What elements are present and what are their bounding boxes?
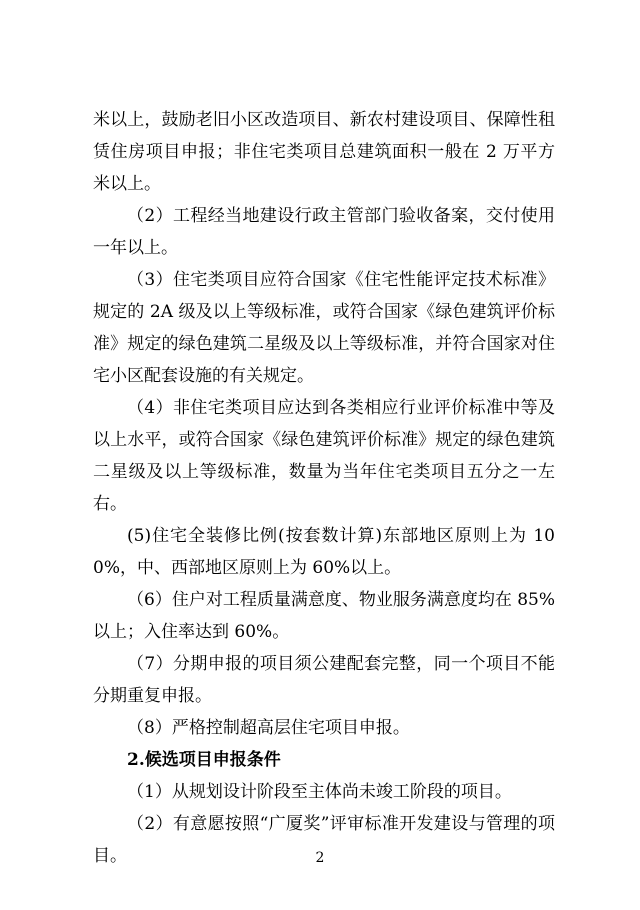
document-body: [93, 104, 555, 872]
paragraph-item-4: （4）非住宅类项目应达到各类相应行业评价标准中等及以上水平，或符合国家《绿色建筑评价标准》规定的绿色建筑二星级及以上等级标准，数量为当年住宅类项目五分之一左右。: [93, 398, 555, 514]
paragraph-candidate-1: （1）从规划设计阶段至主体尚未竣工阶段的项目。: [127, 782, 512, 802]
section-heading: 2.候选项目申报条件: [127, 750, 281, 770]
paragraph-candidate-2: （2）有意愿按照“广厦奖”评审标准开发建设与管理的项目。: [93, 814, 555, 866]
paragraph-item-6: （6）住户对工程质量满意度、物业服务满意度均在 85%以上；入住率达到 60%。: [93, 590, 556, 642]
page-number: 2: [315, 850, 325, 866]
paragraph-item-8: （8）严格控制超高层住宅项目申报。: [127, 718, 410, 738]
paragraph-item-5: (5)住宅全装修比例(按套数计算)东部地区原则上为 100%，中、西部地区原则上为 60%以上。: [93, 526, 555, 578]
paragraph-item-2: （2）工程经当地建设行政主管部门验收备案，交付使用一年以上。: [93, 206, 555, 258]
paragraph-item-3: （3）住宅类项目应符合国家《住宅性能评定技术标准》规定的 2A 级及以上等级标准，或符合国家《绿色建筑评价标准》规定的绿色建筑二星级及以上等级标准，并符合国家对住宅小区配套设施的有关规定。: [93, 270, 555, 386]
paragraph-continuation: 米以上，鼓励老旧小区改造项目、新农村建设项目、保障性租赁住房项目申报；非住宅类项目总建筑面积一般在 2 万平方米以上。: [93, 110, 555, 194]
paragraph-item-7: （7）分期申报的项目须公建配套完整，同一个项目不能分期重复申报。: [93, 654, 555, 706]
